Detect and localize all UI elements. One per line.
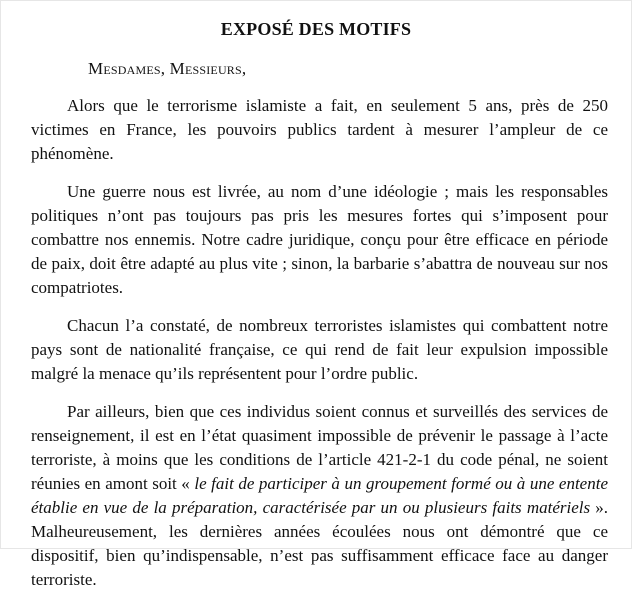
document-body: [31, 94, 608, 606]
paragraph-4: [31, 400, 608, 592]
document-title: EXPOSÉ DES MOTIFS: [220, 19, 412, 39]
legal-quote: le fait de participer à un groupement formé ou à une entente établie en vue de la préparation, caractérisée par un ou plusieurs faits matériels: [31, 474, 608, 517]
salutation: Mesdames, Messieurs,: [88, 59, 247, 78]
paragraph-4-text-before: Par ailleurs, bien que ces individus soient connus et surveillés des services de renseignement, il est en l’état quasiment impossible de prévenir le passage à l’acte terroriste, à moins que les conditions de l’article 421-2-1 du code pénal, ne soient réunies en amont soit «: [31, 402, 608, 493]
paragraph-4-text-after: ». Malheureusement, les dernières années écoulées nous ont démontré que ce dispositif, bien qu’indispensable, n’est pas suffisamment efficace face au danger terroriste.: [31, 498, 609, 589]
paragraph-3: Chacun l’a constaté, de nombreux terroristes islamistes qui combattent notre pays sont de nationalité française, ce qui rend de fait leur expulsion impossible malgré la menace qu’ils représentent pour l’ordre public.: [31, 316, 608, 383]
paragraph-1: Alors que le terrorisme islamiste a fait, en seulement 5 ans, près de 250 victimes en France, les pouvoirs publics tardent à mesurer l’ampleur de ce phénomène.: [31, 96, 608, 163]
paragraph-2: Une guerre nous est livrée, au nom d’une idéologie ; mais les responsables politiques n’ont pas toujours pas pris les mesures fortes qui s’imposent pour combattre nos ennemis. Notre cadre juridique, conçu pour être efficace en période de paix, doit être adapté au plus vite ; sinon, la barbarie s’abattra de nouveau sur nos compatriotes.: [31, 182, 608, 297]
